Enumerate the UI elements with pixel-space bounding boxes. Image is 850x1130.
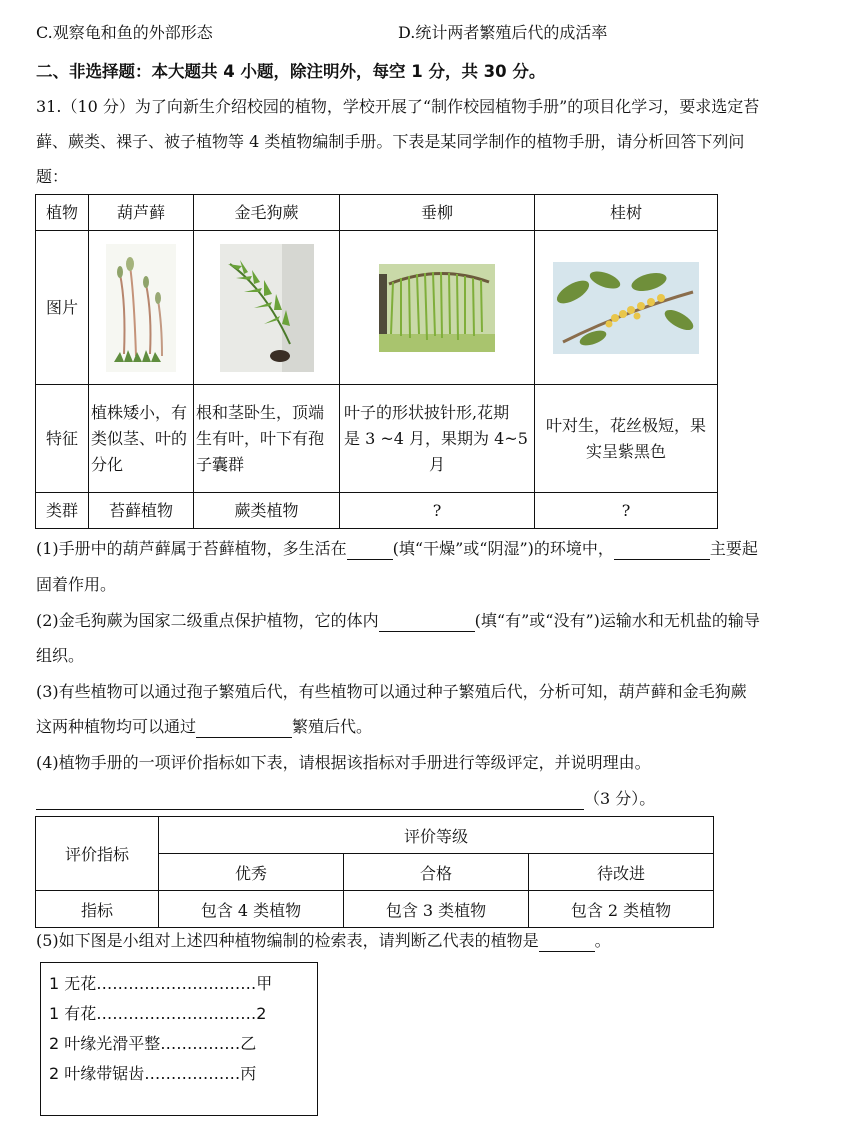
q1-text-b: (填“干燥”或“阴湿”)的环境中， (392, 539, 614, 558)
dichotomous-key (40, 962, 318, 1116)
fern-feature-line: 子囊群 (196, 454, 245, 474)
fern-feature (194, 385, 340, 493)
q1-blank-2[interactable] (614, 541, 710, 560)
willow-feature-line: 月 (428, 454, 445, 474)
section-heading: 二、非选择题：本大题共 4 小题，除注明外，每空 1 分，共 30 分。 (36, 62, 546, 81)
q1-line-1 (36, 538, 758, 560)
q3-blank[interactable] (196, 719, 292, 738)
q3-text-c: 繁殖后代。 (292, 717, 373, 736)
eval-criteria-row (36, 891, 714, 928)
header-osmanthus: 桂树 (535, 195, 718, 231)
q4-score: （3 分）。 (584, 789, 656, 808)
q4-line-1: (4)植物手册的一项评价指标如下表，请根据该指标对手册进行等级评定，并说明理由。 (36, 753, 651, 772)
osmanthus-feature (535, 385, 718, 493)
q31-intro-line-1: 31.（10 分）为了向新生介绍校园的植物，学校开展了“制作校园植物手册”的项目化学习，要求选定苔 (36, 97, 760, 116)
willow-image (379, 264, 495, 352)
osmanthus-image (553, 262, 699, 354)
eval-group-header: 评价等级 (159, 817, 714, 854)
eval-criterion: 包含 2 类植物 (529, 891, 714, 928)
q4-line-2 (36, 788, 655, 810)
moss-feature-line: 植株矮小，有 (91, 402, 188, 422)
group-row-label: 类群 (36, 493, 89, 529)
q1-text-c: 主要起 (709, 539, 758, 558)
table-feature-row (36, 385, 718, 493)
key-line: 1 无花…………………………甲 (49, 974, 273, 993)
willow-feature-line: 是 3 ~4 月，果期为 4~5 (344, 428, 528, 448)
eval-criterion: 包含 3 类植物 (344, 891, 529, 928)
moss-image (106, 244, 176, 372)
header-plant: 植物 (36, 195, 89, 231)
q2-line-2: 组织。 (36, 646, 85, 665)
q1-text-a: (1)手册中的葫芦藓属于苔藓植物，多生活在 (36, 539, 347, 558)
willow-feature (340, 385, 535, 493)
eval-level: 待改进 (529, 854, 714, 891)
willow-image-cell (340, 231, 535, 385)
willow-feature-line: 叶子的形状披针形,花期 (344, 402, 510, 422)
moss-feature-line: 类似茎、叶的 (91, 428, 188, 448)
table-image-row (36, 231, 718, 385)
eval-level: 合格 (344, 854, 529, 891)
q5-text-b: 。 (594, 931, 611, 950)
table-header-row (36, 195, 718, 231)
image-row-label: 图片 (36, 231, 89, 385)
q2-blank[interactable] (379, 613, 475, 632)
eval-row-label: 指标 (36, 891, 159, 928)
q2-line-1 (36, 610, 760, 632)
q3-text-b: 这两种植物均可以通过 (36, 717, 197, 736)
q1-blank-1[interactable] (347, 541, 393, 560)
q4-answer-blank[interactable] (36, 791, 584, 810)
q2-text-a: (2)金毛狗蕨为国家二级重点保护植物，它的体内 (36, 611, 379, 630)
osmanthus-feature-line: 叶对生，花丝极短，果 (545, 415, 706, 435)
fern-image-cell (194, 231, 340, 385)
moss-feature (89, 385, 194, 493)
q5-blank[interactable] (539, 933, 595, 952)
feature-row-label: 特征 (36, 385, 89, 493)
fern-image (220, 244, 314, 372)
key-line: 1 有花…………………………2 (49, 1004, 267, 1023)
fern-feature-line: 生有叶，叶下有孢 (196, 428, 325, 448)
q3-line-2 (36, 716, 372, 738)
moss-image-cell (89, 231, 194, 385)
fern-group: 蕨类植物 (194, 493, 340, 529)
q5-line (36, 930, 611, 952)
osmanthus-image-cell (535, 231, 718, 385)
willow-group: ? (340, 493, 535, 529)
evaluation-table (35, 816, 714, 928)
q3-line-1: (3)有些植物可以通过孢子繁殖后代，有些植物可以通过种子繁殖后代，分析可知，葫芦藓和金毛狗蕨 (36, 682, 747, 701)
table-group-row (36, 493, 718, 529)
moss-group: 苔藓植物 (89, 493, 194, 529)
eval-level: 优秀 (159, 854, 344, 891)
option-d: D.统计两者繁殖后代的成活率 (398, 23, 608, 42)
eval-corner: 评价指标 (36, 817, 159, 891)
moss-feature-line: 分化 (91, 454, 124, 474)
q31-intro-line-2: 藓、蕨类、裸子、被子植物等 4 类植物编制手册。下表是某同学制作的植物手册，请分析回答下列问 (36, 132, 745, 151)
q5-text-a: (5)如下图是小组对上述四种植物编制的检索表，请判断乙代表的植物是 (36, 931, 539, 950)
q2-text-b: (填“有”或“没有”)运输水和无机盐的输导 (474, 611, 760, 630)
option-c: C.观察龟和鱼的外部形态 (36, 23, 213, 42)
plant-handbook-table (35, 194, 718, 529)
header-fern: 金毛狗蕨 (194, 195, 340, 231)
osmanthus-group: ? (535, 493, 718, 529)
key-line: 2 叶缘带锯齿………………丙 (49, 1064, 257, 1083)
q31-intro-line-3: 题： (36, 167, 69, 186)
header-willow: 垂柳 (340, 195, 535, 231)
header-moss: 葫芦藓 (89, 195, 194, 231)
osmanthus-feature-line: 实呈紫黑色 (585, 441, 666, 461)
fern-feature-line: 根和茎卧生，顶端 (196, 402, 325, 422)
eval-criterion: 包含 4 类植物 (159, 891, 344, 928)
key-line: 2 叶缘光滑平整……………乙 (49, 1034, 257, 1053)
eval-header-row (36, 817, 714, 854)
q1-line-2: 固着作用。 (36, 575, 117, 594)
